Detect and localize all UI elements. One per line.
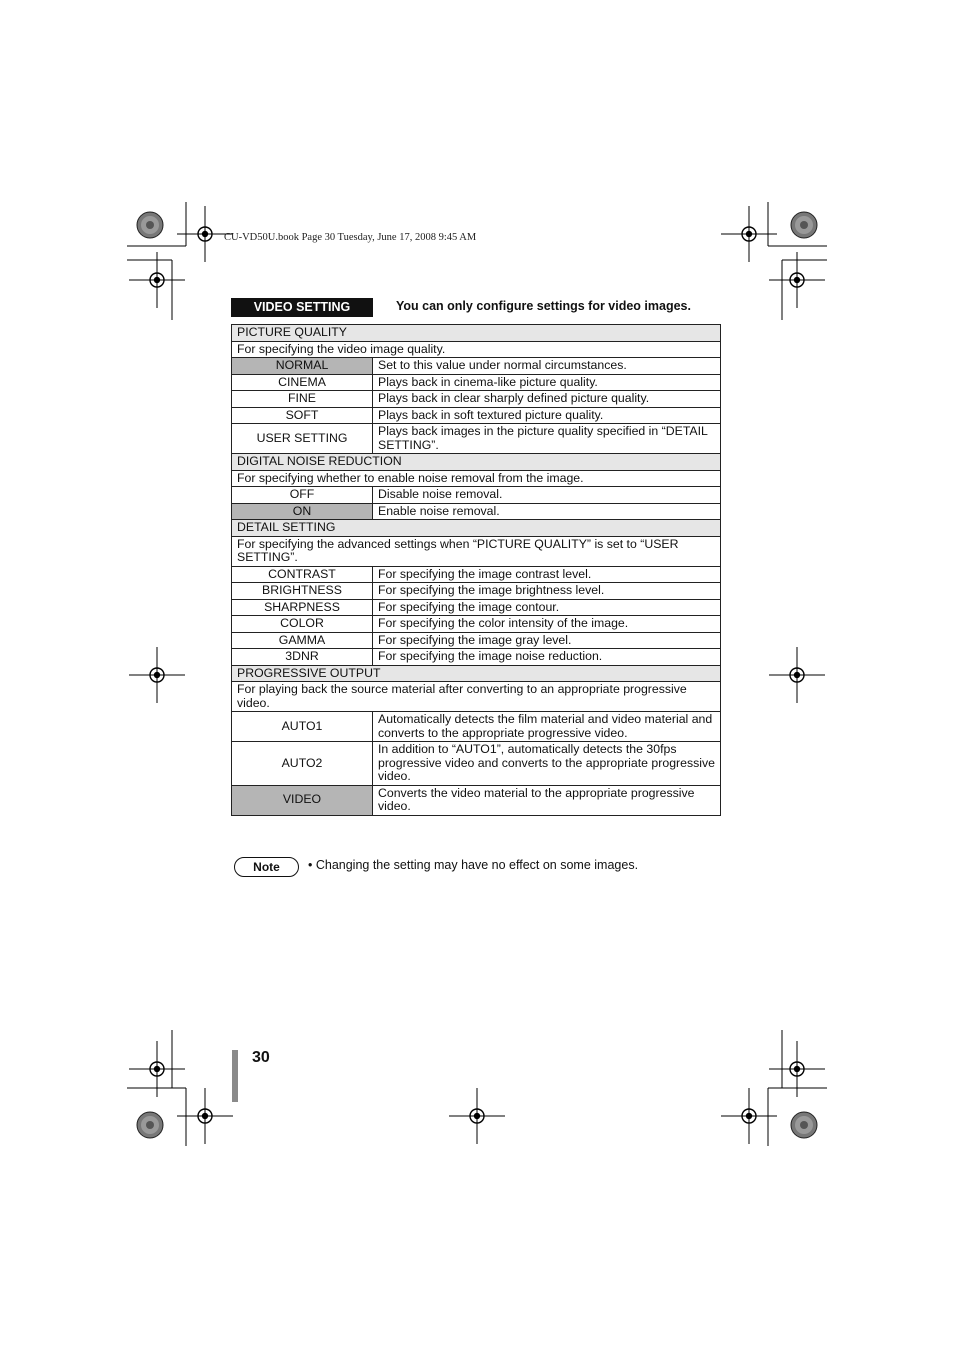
group-description-row <box>232 341 721 358</box>
option-key: CONTRAST <box>232 566 373 583</box>
option-key: OFF <box>232 487 373 504</box>
option-key: SOFT <box>232 407 373 424</box>
group-header-row <box>232 325 721 342</box>
table-row <box>232 503 721 520</box>
option-description: Plays back in cinema-like picture quality. <box>373 374 721 391</box>
settings-table <box>231 324 721 816</box>
option-description: Plays back in clear sharply defined picture quality. <box>373 391 721 408</box>
table-row <box>232 374 721 391</box>
print-header: CU-VD50U.book Page 30 Tuesday, June 17, 2008 9:45 AM <box>224 232 477 243</box>
group-description: For specifying the advanced settings when “PICTURE QUALITY” is set to “USER SETTING”. <box>232 536 721 566</box>
option-description: Converts the video material to the appropriate progressive video. <box>373 785 721 815</box>
group-description-row <box>232 536 721 566</box>
section-tag: VIDEO SETTING <box>231 298 373 317</box>
option-key: NORMAL <box>232 358 373 375</box>
group-description-row <box>232 682 721 712</box>
option-key: COLOR <box>232 616 373 633</box>
table-row <box>232 599 721 616</box>
table-row <box>232 583 721 600</box>
table-row <box>232 487 721 504</box>
group-description-row <box>232 470 721 487</box>
group-title: DETAIL SETTING <box>232 520 721 537</box>
option-key: AUTO1 <box>232 712 373 742</box>
option-description: Disable noise removal. <box>373 487 721 504</box>
option-key: BRIGHTNESS <box>232 583 373 600</box>
table-row <box>232 649 721 666</box>
group-description: For playing back the source material after converting to an appropriate progressive video. <box>232 682 721 712</box>
option-description: Automatically detects the film material and video material and converts to the appropriate progressive video. <box>373 712 721 742</box>
option-key: GAMMA <box>232 632 373 649</box>
option-description: In addition to “AUTO1”, automatically detects the 30fps progressive video and converts to the appropriate progressive video. <box>373 742 721 786</box>
table-row <box>232 407 721 424</box>
table-row <box>232 785 721 815</box>
note-badge: Note <box>234 857 299 877</box>
group-header-row <box>232 520 721 537</box>
option-description: For specifying the image gray level. <box>373 632 721 649</box>
table-row <box>232 424 721 454</box>
table-row <box>232 358 721 375</box>
option-description: For specifying the image noise reduction. <box>373 649 721 666</box>
option-key: CINEMA <box>232 374 373 391</box>
option-key: SHARPNESS <box>232 599 373 616</box>
group-title: PROGRESSIVE OUTPUT <box>232 665 721 682</box>
table-row <box>232 616 721 633</box>
option-description: For specifying the image contour. <box>373 599 721 616</box>
page-number: 30 <box>252 1049 270 1066</box>
group-title: DIGITAL NOISE REDUCTION <box>232 454 721 471</box>
table-row <box>232 632 721 649</box>
group-header-row <box>232 454 721 471</box>
table-row <box>232 712 721 742</box>
intro-text: You can only configure settings for video images. <box>396 299 691 313</box>
option-key: AUTO2 <box>232 742 373 786</box>
group-description: For specifying the video image quality. <box>232 341 721 358</box>
group-header-row <box>232 665 721 682</box>
option-key: USER SETTING <box>232 424 373 454</box>
option-key: ON <box>232 503 373 520</box>
table-row <box>232 742 721 786</box>
group-title: PICTURE QUALITY <box>232 325 721 342</box>
table-row <box>232 566 721 583</box>
option-description: For specifying the image brightness level. <box>373 583 721 600</box>
option-description: For specifying the image contrast level. <box>373 566 721 583</box>
option-description: Enable noise removal. <box>373 503 721 520</box>
option-description: Plays back in soft textured picture quality. <box>373 407 721 424</box>
page-number-bar <box>232 1050 238 1102</box>
note-text: • Changing the setting may have no effect on some images. <box>308 858 639 872</box>
option-description: Plays back images in the picture quality specified in “DETAIL SETTING”. <box>373 424 721 454</box>
option-description: Set to this value under normal circumstances. <box>373 358 721 375</box>
option-key: FINE <box>232 391 373 408</box>
option-description: For specifying the color intensity of the image. <box>373 616 721 633</box>
group-description: For specifying whether to enable noise removal from the image. <box>232 470 721 487</box>
option-key: VIDEO <box>232 785 373 815</box>
table-row <box>232 391 721 408</box>
option-key: 3DNR <box>232 649 373 666</box>
